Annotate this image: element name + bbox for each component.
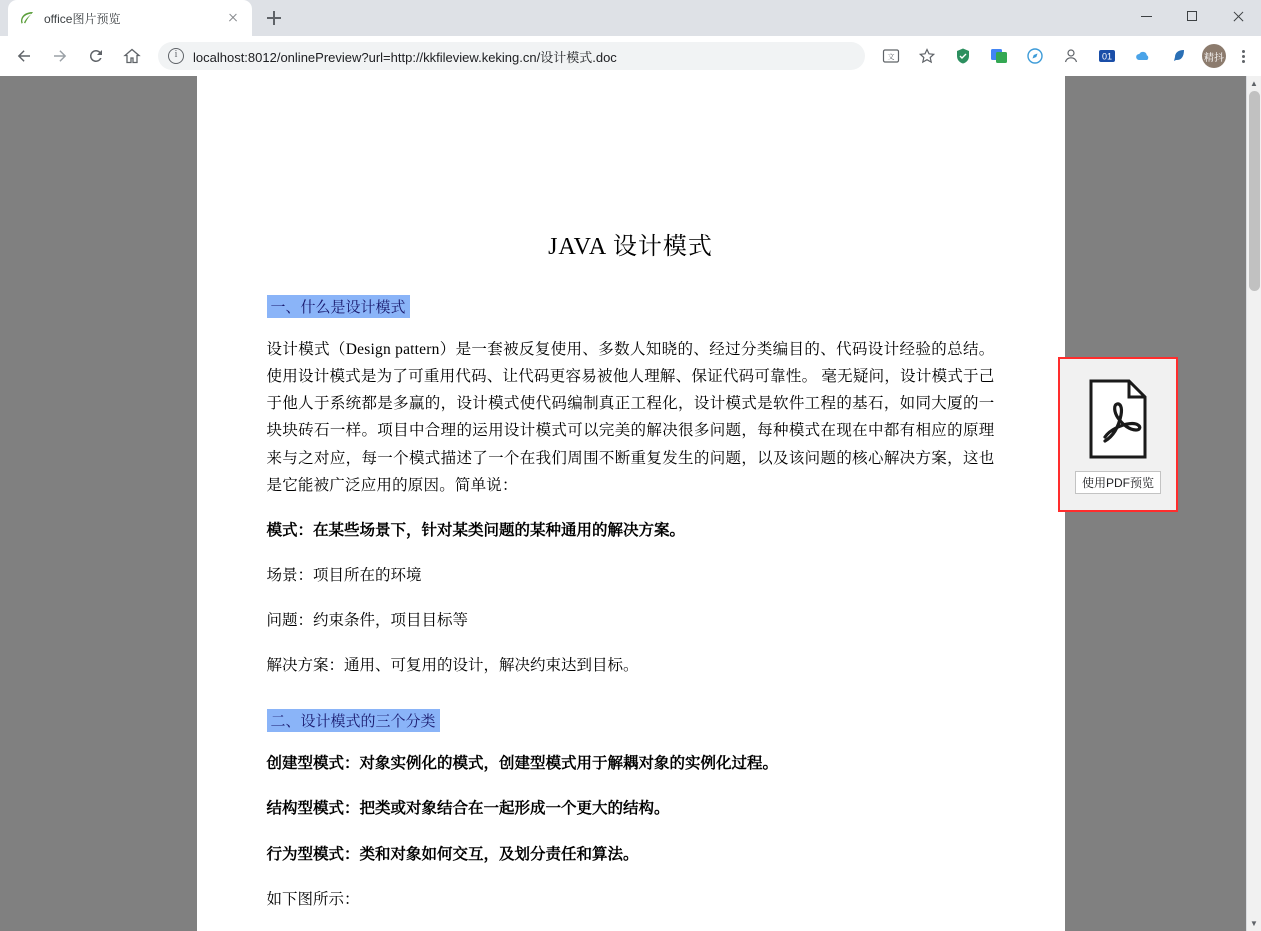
home-icon[interactable] [118, 42, 146, 70]
item-creational-text: 创建型模式：对象实例化的模式，创建型模式用于解耦对象的实例化过程。 [266, 755, 779, 773]
bookmark-star-icon[interactable] [913, 42, 941, 70]
reload-icon[interactable] [82, 42, 110, 70]
pdf-file-icon [1085, 379, 1151, 459]
tab-title: office图片预览 [44, 11, 121, 26]
new-tab-button[interactable] [260, 4, 288, 32]
svg-text:01: 01 [1101, 51, 1113, 62]
item-scene: 场景：项目所在的环境 [266, 566, 422, 584]
item-creational [267, 750, 995, 777]
browser-toolbar [0, 36, 1261, 76]
cloud-icon[interactable] [1129, 42, 1157, 70]
page-viewport [0, 76, 1261, 931]
pdf-preview-button[interactable] [1058, 357, 1178, 512]
item-pattern [267, 517, 995, 544]
item-behavioral-text: 行为型模式：类和对象如何交互，及划分责任和算法。 [266, 845, 639, 863]
item-behavioral [267, 841, 995, 868]
kebab-menu-icon[interactable] [1231, 42, 1255, 70]
tab-strip [0, 0, 1261, 36]
scrollbar-thumb[interactable] [1249, 91, 1260, 291]
item-structural-text: 结构型模式：把类或对象结合在一起形成一个更大的结构。 [266, 800, 670, 818]
translate-card-icon[interactable] [877, 42, 905, 70]
item-problem: 问题：约束条件，项目目标等 [266, 612, 469, 629]
address-bar[interactable] [158, 42, 865, 70]
zero-one-icon[interactable] [1093, 42, 1121, 70]
scroll-down-arrow-icon[interactable]: ▼ [1250, 918, 1258, 928]
scroll-up-arrow-icon[interactable]: ▲ [1250, 79, 1258, 88]
avatar[interactable]: 精抖 [1202, 44, 1226, 68]
url-text: localhost:8012/onlinePreview?url=http://kkfileview.keking.cn/设计模式.doc [193, 49, 617, 65]
shield-icon[interactable] [949, 42, 977, 70]
extensions-strip [873, 42, 1255, 70]
pdf-preview-label: 使用PDF预览 [1075, 471, 1161, 494]
svg-text:文: 文 [887, 54, 895, 61]
vertical-scrollbar[interactable] [1246, 76, 1261, 931]
feather-icon[interactable] [1165, 42, 1193, 70]
maximize-button[interactable] [1169, 0, 1215, 32]
tab-office-preview[interactable] [8, 0, 252, 36]
paragraph-what-is-design-pattern: 设计模式（Design pattern）是一套被反复使用、多数人知晓的、经过分类编目的、代码设计经验的总结。使用设计模式是为了可重用代码、让代码更容易被他人理解、保证代码可靠性。 毫无疑问，设计模式于己于他人于系统都是多赢的，设计模式使代码编制真正工程化，设计模式是软件工程的基石，如同大厦的一块块砖石一样。项目中合理的运用设计模式可以完美的解决很多问题，每种模式在现在中都有相应的原理来与之对应，每一个模式描述了一个在我们周围不断重复发生的问题，以及该问题的核心解决方案，这也是它能被广泛应用的原因。简单说： [266, 341, 995, 494]
section-heading-1: 一、什么是设计模式 [267, 295, 410, 318]
close-button[interactable] [1215, 0, 1261, 32]
person-icon[interactable] [1057, 42, 1085, 70]
leaf-icon [18, 10, 35, 27]
translate-icon[interactable] [985, 42, 1013, 70]
item-figure-note: 如下图所示： [266, 890, 360, 908]
site-info-icon[interactable] [168, 48, 184, 64]
forward-arrow-icon[interactable] [46, 42, 74, 70]
page-title: JAVA 设计模式 [548, 234, 713, 260]
item-structural [267, 795, 995, 822]
minimize-button[interactable] [1123, 0, 1169, 32]
section-heading-2: 二、设计模式的三个分类 [267, 709, 440, 732]
document-page [197, 76, 1065, 931]
back-arrow-icon[interactable] [10, 42, 38, 70]
item-solution: 解决方案：通用、可复用的设计，解决约束达到目标。 [266, 657, 639, 675]
compass-icon[interactable] [1021, 42, 1049, 70]
close-icon[interactable] [224, 9, 242, 27]
window-controls [1123, 0, 1261, 32]
item-pattern-text: 模式：在某些场景下，针对某类问题的某种通用的解决方案。 [266, 521, 686, 539]
